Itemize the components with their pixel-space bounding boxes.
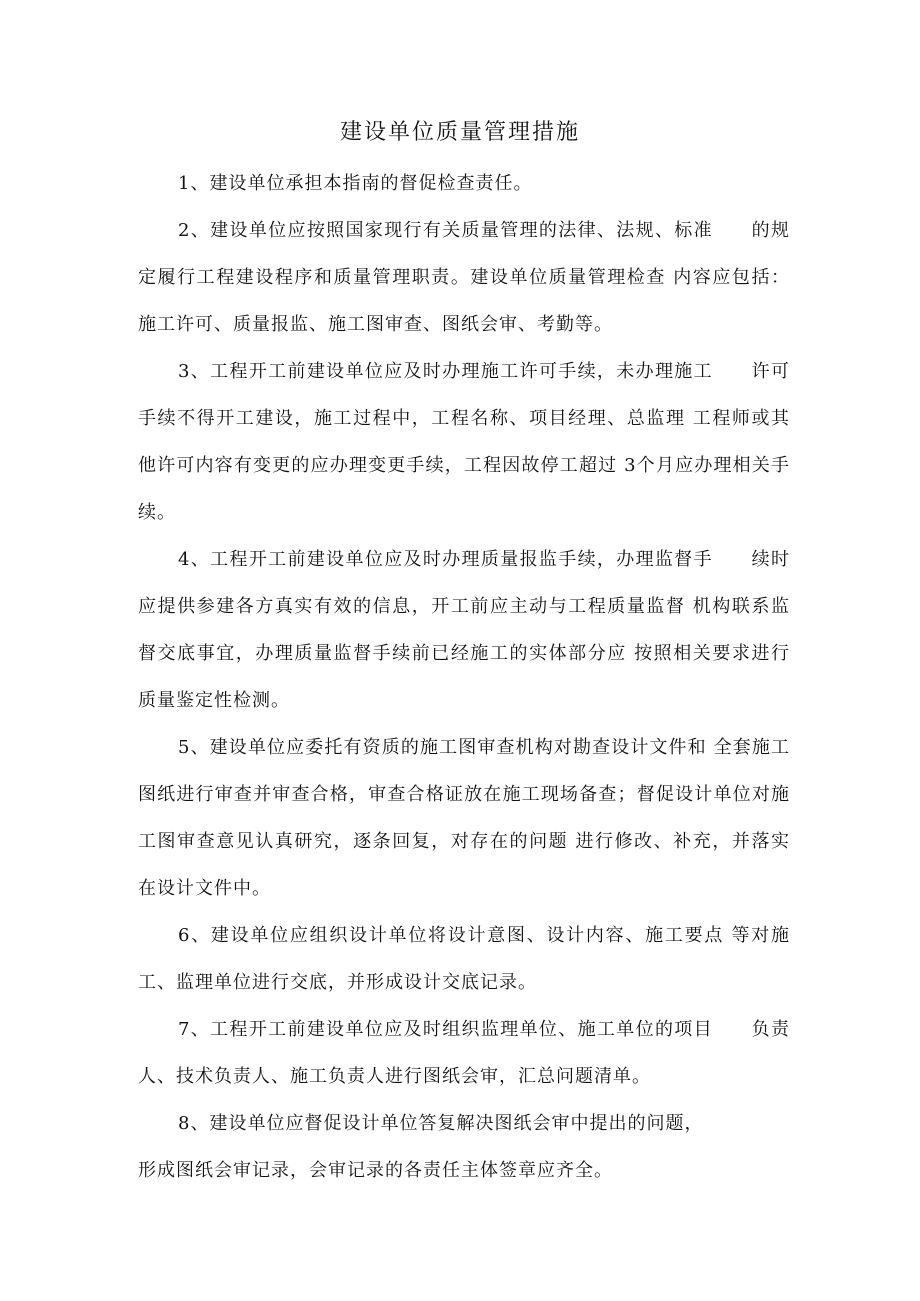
document-body [138, 160, 790, 1194]
paragraph-5: 5、建设单位应委托有资质的施工图审查机构对勘查设计文件和 全套施工图纸进行审查并审查合格，审查合格证放在施工现场备查；督促设计单位对施工图审查意见认真研究，逐条回复，对存在的问题 进行修改、补充，并落实在设计文件中。 [138, 737, 790, 899]
paragraph-7: 7、工程开工前建设单位应及时组织监理单位、施工单位的项目 负责人、技术负责人、施工负责人进行图纸会审，汇总问题清单。 [138, 1019, 790, 1087]
paragraph-8-continuation: 形成图纸会审记录，会审记录的各责任主体签章应齐全。 [138, 1160, 613, 1181]
paragraph-6: 6、建设单位应组织设计单位将设计意图、设计内容、施工要点 等对施工、监理单位进行交底，并形成设计交底记录。 [138, 925, 790, 993]
paragraph-4: 4、工程开工前建设单位应及时办理质量报监手续，办理监督手 续时应提供参建各方真实有效的信息，开工前应主动与工程质量监督 机构联系监督交底事宜，办理质量监督手续前已经施工的实体部分应 按照相关要求进行质量鉴定性检测。 [138, 549, 790, 711]
paragraph-8: 8、建设单位应督促设计单位答复解决图纸会审中提出的问题， [178, 1113, 704, 1134]
paragraph-3: 3、工程开工前建设单位应及时办理施工许可手续，未办理施工 许可手续不得开工建设，施工过程中，工程名称、项目经理、总监理 工程师或其他许可内容有变更的应办理变更手续，工程因故停工超过 3个月应办理相关手续。 [138, 361, 790, 523]
paragraph-1: 1、建设单位承担本指南的督促检查责任。 [178, 173, 533, 194]
paragraph-2: 2、建设单位应按照国家现行有关质量管理的法律、法规、标准 的规定履行工程建设程序和质量管理职责。建设单位质量管理检查 内容应包括：施工许可、质量报监、施工图审查、图纸会审、考勤等。 [138, 220, 790, 335]
document-title: 建设单位质量管理措施 [339, 120, 580, 145]
